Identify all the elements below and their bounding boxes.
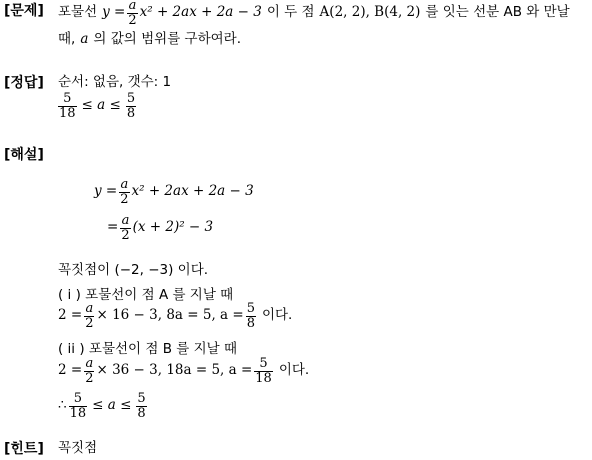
sol-eq2-den: 2: [121, 227, 130, 243]
solution-case-1-eq: [58, 302, 292, 330]
problem-line2-var: a: [80, 31, 89, 47]
hint-label: [힌트]: [4, 441, 44, 457]
sol-c2-rden: 18: [255, 370, 272, 386]
answer-f1-den: 18: [59, 105, 76, 121]
solution-case-2: ( ii ) 포물선이 점 B 를 지날 때: [58, 341, 237, 357]
problem-line-2: [58, 33, 241, 47]
solution-vertex: 꼭짓점이 (−2, −3) 이다.: [58, 262, 209, 278]
sol-c1-rnum: 5: [246, 301, 255, 316]
sol-c1-b: × 16 − 3, 8a = 5, a =: [96, 307, 244, 324]
sol-c1-frac: [84, 302, 94, 330]
solution-eq-2: [107, 214, 213, 242]
sol-c2-frac: [84, 357, 94, 385]
sol-eq2-frac: [120, 214, 130, 242]
answer-f2-den: 8: [126, 105, 136, 121]
sol-c1-a: 2 =: [58, 307, 83, 324]
problem-text-1: 포물선: [58, 4, 98, 21]
solution-label: [해설]: [4, 147, 44, 163]
sol-eq2-lhs: =: [107, 219, 119, 236]
sol-concl-f2-num: 5: [137, 391, 146, 406]
problem-line-1: [58, 0, 570, 26]
problem-points: A(2, 2), B(4, 2): [319, 4, 421, 21]
sol-c1-num: a: [85, 301, 94, 316]
problem-text-2: 이 두 점: [266, 4, 315, 21]
sol-eq1-den: 2: [120, 191, 129, 207]
sol-concl-frac-1: [69, 392, 88, 420]
sol-concl-frac-2: [136, 392, 146, 420]
sol-eq1-lhs: y =: [94, 183, 118, 200]
problem-label: [문제]: [4, 3, 44, 19]
solution-conclusion: [58, 392, 149, 420]
sol-concl-f2-den: 8: [137, 405, 146, 421]
sol-c2-num: a: [85, 356, 94, 371]
sol-concl-f1-num: 5: [73, 391, 82, 406]
answer-frac-1: [58, 92, 77, 120]
solution-eq-1: [94, 178, 254, 206]
sol-c2-b: × 36 − 3, 18a = 5, a =: [96, 362, 253, 379]
sol-eq1-frac: [119, 178, 129, 206]
sol-eq1-rest: x² + 2ax + 2a − 3: [131, 183, 254, 200]
sol-c1-den: 2: [85, 315, 94, 331]
sol-eq1-num: a: [120, 177, 129, 192]
problem-line2-b: 의 값의 범위를 구하여라.: [93, 31, 241, 47]
sol-c2-tail: 이다.: [278, 362, 310, 379]
solution-case-1: ( i ) 포물선이 점 A 를 지날 때: [58, 287, 234, 303]
sol-eq2-rest: (x + 2)² − 3: [132, 219, 214, 236]
answer-f2-num: 5: [126, 91, 136, 106]
answer-f1-num: 5: [63, 91, 72, 106]
sol-concl-f1-den: 18: [69, 405, 87, 421]
sol-c2-rnum: 5: [259, 356, 268, 371]
problem-line2-a: 때,: [58, 31, 76, 47]
problem-frac-num: a: [128, 0, 137, 13]
problem-fraction: [127, 0, 137, 27]
sol-c1-tail: 이다.: [261, 307, 293, 324]
answer-line-2: [56, 92, 138, 120]
answer-frac-2: [126, 92, 136, 120]
problem-text-3: 를 잇는 선분 AB 와 만날: [425, 4, 570, 21]
problem-frac-den: 2: [128, 12, 137, 28]
problem-eq-lhs: y =: [102, 4, 126, 21]
sol-concl-mid: ≤ a ≤: [92, 397, 132, 414]
answer-label: [정답]: [4, 75, 44, 91]
sol-c2-rfrac: [254, 357, 273, 385]
hint-text: 꼭짓점: [58, 440, 98, 456]
sol-c2-den: 2: [85, 370, 94, 386]
sol-therefore: ∴: [58, 397, 67, 414]
problem-eq-rest: x² + 2ax + 2a − 3: [139, 4, 262, 21]
sol-c1-rden: 8: [246, 315, 255, 331]
answer-line-1: 순서: 없음, 갯수: 1: [58, 74, 172, 90]
answer-mid: ≤ a ≤: [81, 97, 121, 114]
sol-eq2-num: a: [121, 213, 130, 228]
solution-case-2-eq: [58, 357, 309, 385]
sol-c1-rfrac: [246, 302, 256, 330]
sol-c2-a: 2 =: [58, 362, 83, 379]
